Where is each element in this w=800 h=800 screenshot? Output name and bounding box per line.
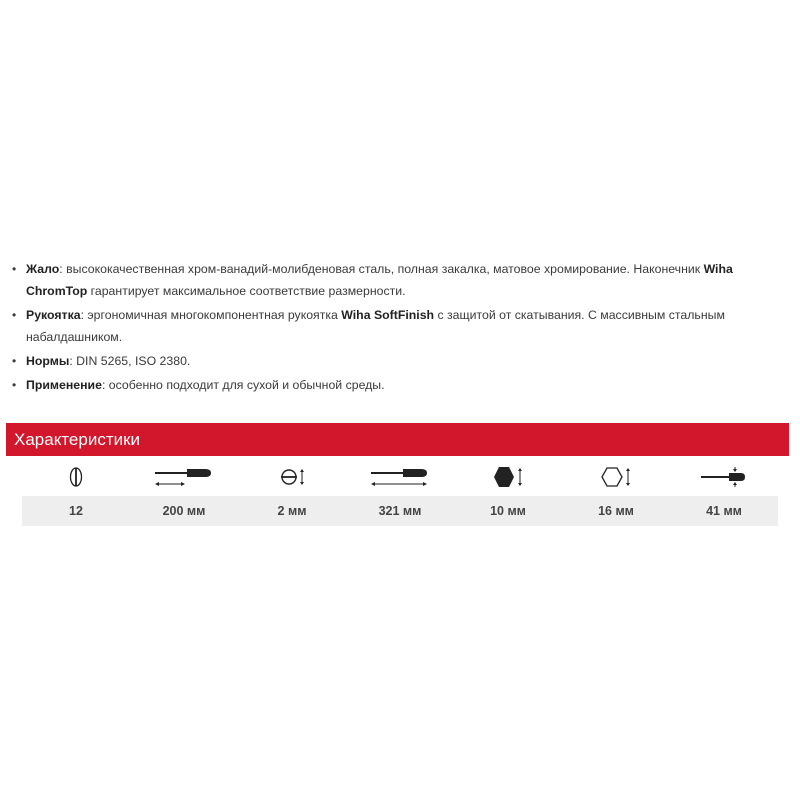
bullet-icon: • [12,262,17,276]
bullet-icon: • [12,378,17,392]
feature-text: с защитой от скатывания. С массивным стальным набалдашником. [26,308,725,344]
tip-width-icon [670,458,778,496]
feature-text: гарантирует максимальное соответствие размерности. [87,284,406,298]
brand-name: Wiha ChromTop [26,262,733,298]
spec-value: 10 мм [490,504,526,518]
characteristics-header [6,423,789,456]
spec-value: 16 мм [598,504,634,518]
section-title: Характеристики [14,430,141,449]
spec-value: 2 мм [277,504,307,518]
feature-item-handle [12,304,782,348]
feature-list [12,258,782,398]
overall-length-icon [346,458,454,496]
feature-label: Рукоятка [26,308,81,322]
hex-filled-icon [454,458,562,496]
spec-value: 41 мм [706,504,742,518]
feature-text: : DIN 5265, ISO 2380. [69,354,191,368]
feature-label: Жало [26,262,60,276]
feature-item-application [12,374,782,396]
bullet-icon: • [12,354,17,368]
spec-value: 12 [69,504,83,518]
brand-name: Wiha SoftFinish [341,308,435,322]
blade-diameter-icon [238,458,346,496]
spec-value: 200 мм [162,504,206,518]
spec-value: 321 мм [378,504,422,518]
bullet-icon: • [12,308,17,322]
blade-length-icon [130,458,238,496]
feature-text: : высококачественная хром-ванадий-молибденовая сталь, полная закалка, матовое хромирование. Наконечник [59,262,704,276]
feature-item-blade [12,258,782,302]
hex-outline-icon [562,458,670,496]
feature-label: Нормы [26,354,70,368]
feature-item-standards [12,350,782,372]
specs-table [22,458,778,526]
feature-text: : особенно подходит для сухой и обычной среды. [101,378,385,392]
slotted-tip-icon [22,458,130,496]
spec-value-row [22,496,778,526]
feature-text: : эргономичная многокомпонентная рукоятка [80,308,342,322]
spec-icon-row [22,458,778,496]
feature-label: Применение [26,378,102,392]
